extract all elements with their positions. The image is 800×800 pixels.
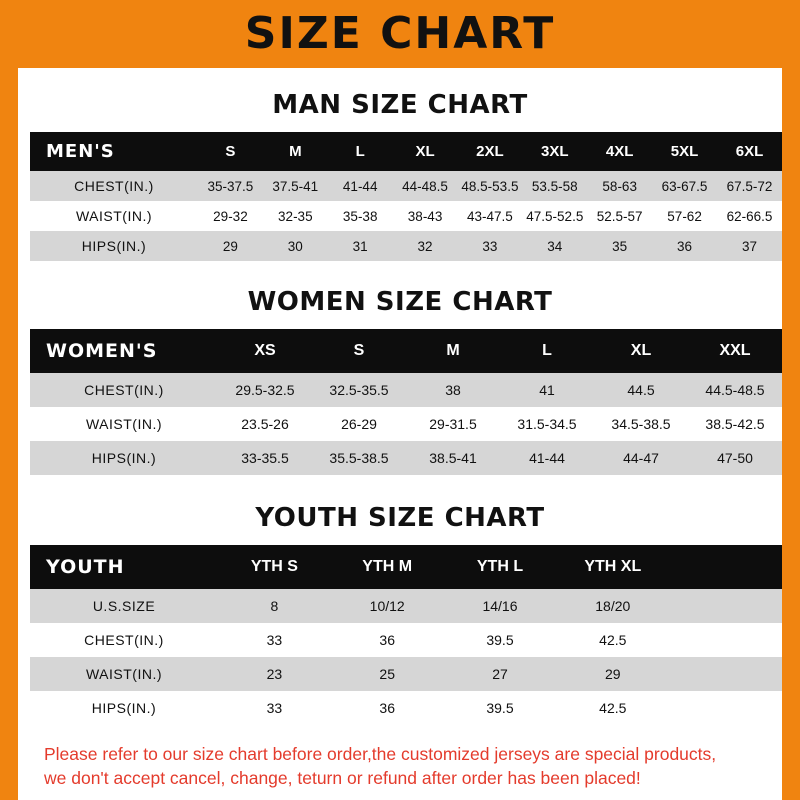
cell: 57-62: [667, 208, 702, 224]
cell: 36: [379, 700, 395, 716]
cell: 44.5-48.5: [705, 382, 765, 398]
women-header-cell: XL: [630, 342, 652, 359]
cell: 14/16: [482, 598, 518, 614]
cell: 33: [266, 632, 283, 648]
youth-header-cell: YTH L: [476, 558, 524, 575]
cell: 35: [612, 238, 628, 254]
man-header-label: MEN'S: [46, 141, 115, 162]
cell: 47.5-52.5: [526, 208, 584, 224]
table-row: [30, 231, 782, 261]
cell: 10/12: [369, 598, 405, 614]
youth-header-cell: [669, 545, 782, 589]
youth-header-label: YOUTH: [46, 556, 125, 578]
cell: 31: [352, 238, 368, 254]
table-header-row: [30, 132, 782, 171]
cell: 39.5: [486, 700, 514, 716]
man-header-cell: XL: [415, 143, 435, 160]
cell: 23.5-26: [241, 416, 289, 432]
man-header-cell: 3XL: [541, 143, 569, 160]
table-header-row: [30, 545, 782, 589]
man-table-body: [30, 171, 782, 261]
cell: 32: [417, 238, 433, 254]
women-table-body: [30, 373, 782, 475]
page-banner: [0, 0, 800, 68]
cell: 26-29: [341, 416, 377, 432]
youth-header-cell: YTH XL: [584, 558, 642, 575]
cell: 44-48.5: [402, 178, 448, 194]
women-header-label: WOMEN'S: [46, 340, 158, 362]
youth-section-title: YOUTH SIZE CHART: [255, 503, 545, 533]
man-header-cell: L: [355, 143, 365, 160]
footer-note-line-1: Please refer to our size chart before order,the customized jerseys are special products,: [44, 744, 717, 764]
row-label: CHEST(IN.): [84, 382, 164, 398]
table-row: [30, 657, 782, 691]
table-header-row: [30, 329, 782, 373]
cell: 53.5-58: [531, 178, 578, 194]
table-row: [30, 691, 782, 725]
cell: 35.5-38.5: [329, 450, 389, 466]
man-header-cell: M: [289, 143, 302, 160]
man-header-cell: 2XL: [476, 143, 504, 160]
cell: 33-35.5: [241, 450, 289, 466]
man-header-cell: S: [225, 143, 236, 160]
row-label: WAIST(IN.): [85, 416, 163, 432]
cell: 42.5: [599, 632, 627, 648]
table-row: [30, 589, 782, 623]
cell: 36: [677, 238, 693, 254]
youth-table-body: [30, 589, 782, 725]
table-row: [30, 441, 782, 475]
cell: 52.5-57: [596, 208, 643, 224]
cell: 67.5-72: [726, 178, 773, 194]
cell: 8: [270, 598, 279, 614]
cell: 41: [539, 382, 555, 398]
youth-header-cell: YTH M: [362, 558, 413, 575]
cell: 41-44: [529, 450, 565, 466]
cell: 29: [605, 666, 621, 682]
cell: 29: [222, 238, 238, 254]
cell: 23: [266, 666, 283, 682]
man-table-head: [30, 132, 782, 171]
cell: 32-35: [278, 208, 313, 224]
cell: 48.5-53.5: [461, 178, 519, 194]
man-section-title: MAN SIZE CHART: [272, 90, 528, 120]
women-table-head: [30, 329, 782, 373]
cell: 29-32: [213, 208, 248, 224]
table-row: [30, 407, 782, 441]
cell: 38.5-41: [429, 450, 477, 466]
cell: [669, 623, 782, 657]
cell: 62-66.5: [726, 208, 773, 224]
cell: 27: [492, 666, 508, 682]
footer-note-line-2: we don't accept cancel, change, teturn or refund after order has been placed!: [44, 767, 641, 788]
cell: 37.5-41: [272, 178, 319, 194]
youth-size-table: [30, 545, 782, 725]
cell: 29-31.5: [429, 416, 477, 432]
cell: 38: [445, 382, 461, 398]
cell: 33: [482, 238, 498, 254]
man-header-cell: 6XL: [735, 143, 764, 160]
row-label: HIPS(IN.): [91, 450, 157, 466]
table-row: [30, 623, 782, 657]
cell: [669, 691, 782, 725]
women-header-cell: S: [353, 342, 365, 359]
cell: 33: [266, 700, 283, 716]
man-header-cell: 4XL: [605, 143, 634, 160]
cell: 29.5-32.5: [235, 382, 295, 398]
cell: 34.5-38.5: [611, 416, 671, 432]
cell: 38-43: [407, 208, 443, 224]
cell: 42.5: [599, 700, 627, 716]
women-header-cell: M: [446, 342, 460, 359]
cell: 44.5: [627, 382, 655, 398]
cell: [669, 657, 782, 691]
cell: 39.5: [486, 632, 514, 648]
cell: 35-38: [342, 208, 378, 224]
table-row: [30, 201, 782, 231]
page-title: SIZE CHART: [244, 8, 556, 59]
youth-header-cell: YTH S: [250, 558, 298, 575]
cell: 41-44: [342, 178, 378, 194]
cell: 43-47.5: [467, 208, 513, 224]
women-section-title: WOMEN SIZE CHART: [247, 287, 553, 317]
row-label: WAIST(IN.): [75, 208, 153, 224]
cell: 31.5-34.5: [517, 416, 577, 432]
row-label: HIPS(IN.): [91, 700, 157, 716]
cell: [669, 589, 782, 623]
man-header-cell: 5XL: [670, 143, 699, 160]
cell: 25: [379, 666, 395, 682]
youth-table-head: [30, 545, 782, 589]
women-header-cell: XS: [254, 342, 276, 359]
women-size-table: [30, 329, 782, 475]
cell: 36: [379, 632, 395, 648]
cell: 58-63: [602, 178, 637, 194]
table-row: [30, 171, 782, 201]
cell: 34: [547, 238, 563, 254]
cell: 30: [287, 238, 303, 254]
table-row: [30, 373, 782, 407]
cell: 37: [741, 238, 758, 254]
cell: 18/20: [595, 598, 631, 614]
row-label: HIPS(IN.): [81, 238, 147, 254]
footer-note: [44, 743, 756, 790]
women-header-cell: L: [542, 342, 552, 359]
cell: 63-67.5: [661, 178, 708, 194]
women-header-cell: XXL: [719, 342, 751, 359]
row-label: CHEST(IN.): [74, 178, 154, 194]
man-size-table: [30, 132, 782, 261]
cell: 35-37.5: [207, 178, 254, 194]
row-label: WAIST(IN.): [85, 666, 163, 682]
row-label: U.S.SIZE: [92, 598, 156, 614]
cell: 32.5-35.5: [329, 382, 389, 398]
chart-content: [18, 90, 782, 790]
cell: 44-47: [623, 450, 659, 466]
row-label: CHEST(IN.): [84, 632, 164, 648]
cell: 38.5-42.5: [705, 416, 765, 432]
cell: 47-50: [717, 450, 753, 466]
